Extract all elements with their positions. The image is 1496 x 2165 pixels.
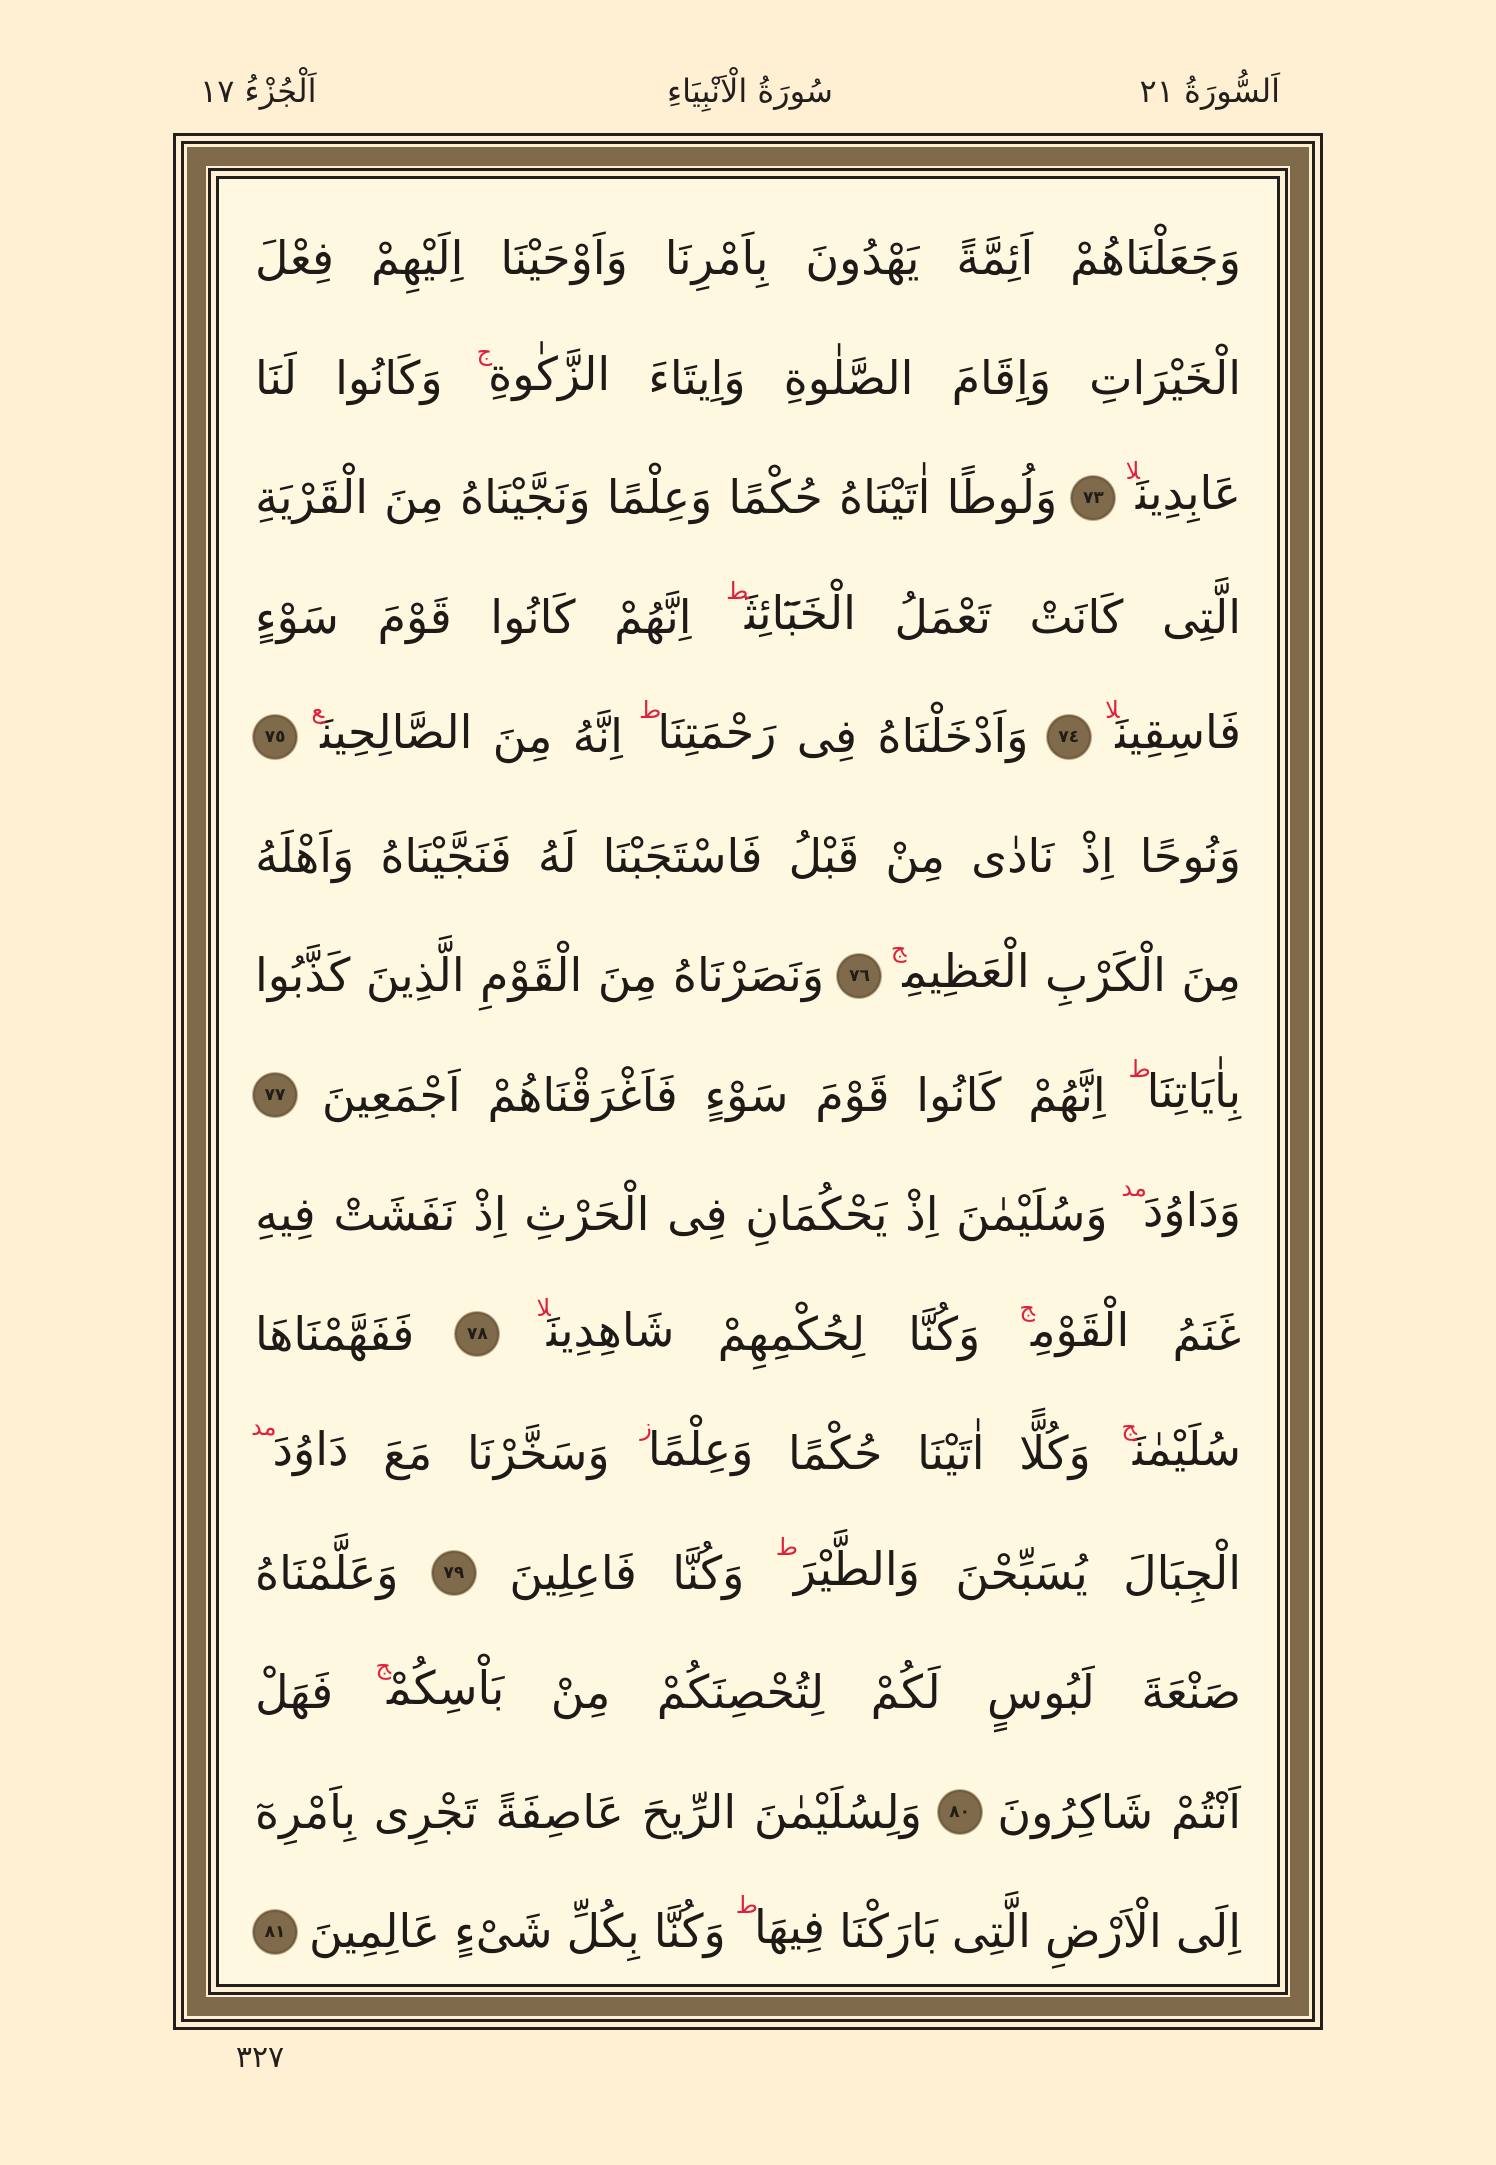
verse-word: وَعِلْمًا$^ز$ [640,1413,754,1476]
verse-word: اَنْتُمْ [1170,1784,1241,1839]
verse-word: الرِّيحَ [641,1784,737,1839]
verse-word: وَاِقَامَ [951,350,1052,405]
verse-word: وَكُلًّا [1019,1426,1091,1480]
waqf-stop-mark: ج [375,1652,391,1680]
verse-word: الزَّكٰوةِ$^ج$ [476,337,611,401]
verse-word: وَعِلْمًا [606,470,713,524]
quran-text-panel [219,179,1277,1984]
verse-line [255,916,1241,1036]
verse-word: يَحْكُمَانِ [745,1187,888,1241]
verse-line [255,1275,1241,1395]
verse-word: فِعْلَ [255,231,335,285]
verse-word: مَعَ [383,1426,433,1480]
ayah-number-marker: ٧٦ [839,956,879,996]
ayah-number-marker: ٨٠ [940,1792,980,1832]
verse-word: يُسَبِّحْنَ [955,1545,1088,1600]
verse-word: مِنْ [885,828,945,883]
surah-name-title: سُورَةُ الْاَنْبِيَاءِ [667,72,833,110]
verse-word: فَاعِلِينَ [509,1545,637,1600]
juz-label: اَلْجُزْءُ ١٧ [200,72,317,110]
verse-word: فِى [667,1187,728,1241]
verse-word: وَكُنَّا [653,1904,726,1958]
verse-word: الصَّلٰوةِ [783,350,914,405]
verse-line [255,438,1241,558]
verse-word: اِذْ [1080,828,1114,883]
ayah-number-marker: ٧٥ [255,717,295,757]
ayah-number-marker: ٧٧ [255,1075,295,1115]
verse-word: الْجِبَالَ [1123,1545,1241,1600]
verse-word: اِلَيْهِمْ [370,231,464,285]
waqf-stop-mark: مد [1121,1174,1147,1202]
verse-word: تَجْرِى [373,1784,478,1839]
verse-word: فَفَهَّمْنَاهَا [255,1306,415,1361]
verse-line [255,199,1241,319]
verse-word: اِذْ [473,1187,507,1241]
verse-word: فَاسِقِينَ$^{لا}$ [1105,696,1241,759]
verse-word: لَكُمْ [870,1665,941,1719]
verse-word: فَنَجَّيْنَاهُ [380,828,512,883]
verse-word: شَاهِدِينَ$^{لا}$ [536,1293,675,1357]
verse-word: عَاصِفَةً [495,1784,624,1839]
verse-word: فِى [796,709,858,763]
verse-word: الَّتِى [951,1904,1031,1958]
verse-word: مِنَ [384,470,444,524]
verse-word: وَنَجَّيْنَاهُ [459,470,591,524]
verse-line [255,1633,1241,1753]
verse-word: الْقَوْمِ [480,948,583,1002]
verse-word: مِنْ [550,1665,611,1719]
verse-word: اِذْ [905,1187,939,1241]
verse-word: كَانَتْ [1029,589,1124,644]
verse-word: وَكُنَّا [672,1545,745,1600]
waqf-stop-mark: ط [639,696,662,724]
verse-word: كَانُوا [490,589,576,644]
verse-line [251,1394,1241,1514]
verse-word: قَبْلُ [788,828,860,883]
verse-word: وَاَهْلَهُ [255,828,355,883]
verse-word: بِاٰيَاتِنَا$^ط$ [1128,1054,1241,1118]
ayah-number-marker: ٧٨ [457,1314,497,1354]
verse-line [255,1036,1241,1156]
page-number: ٣٢٧ [235,2040,285,2075]
verse-word: اِنَّهُمْ [614,589,692,644]
verse-word: حُكْمًا [728,470,823,524]
verse-word: عَابِدِينَ$^{لا}$ [1125,457,1241,520]
verse-word: دَاوُدَ$^{مد}$ [251,1413,349,1476]
verse-word: رَحْمَتِنَا$^ط$ [639,696,777,759]
waqf-stop-mark: لا [1125,457,1140,485]
verse-word: غَنَمُ [1172,1306,1241,1361]
verse-word: مِنَ [1181,948,1241,1002]
verse-word: الْقَرْيَةِ [255,470,369,524]
verse-word: يَهْدُونَ [805,231,920,285]
verse-word: وَاَوْحَيْنَا [500,231,628,285]
verse-word: بَاْسِكُمْ$^ج$ [375,1652,505,1715]
verse-line [255,558,1241,678]
verse-word: وَجَعَلْنَاهُمْ [1070,231,1241,285]
verse-word: اِنَّهُ [572,709,623,763]
waqf-stop-mark: ز [640,1413,652,1441]
verse-word: فَهَلْ [255,1665,334,1719]
verse-word: قَوْمَ [815,1067,890,1122]
verse-word: اٰتَيْنَا [917,1426,985,1480]
verse-word: وَسُلَيْمٰنَ [956,1187,1108,1241]
verse-word: الْقَوْمِ$^ج$ [1019,1293,1130,1357]
waqf-stop-mark: لا [536,1293,551,1322]
verse-word: اٰتَيْنَاهُ [839,470,931,524]
verse-line [255,1872,1241,1992]
waqf-stop-mark: ج [890,935,907,963]
verse-word: الْعَظِيمِ$^ج$ [890,935,1030,998]
surah-number-label: اَلسُّورَةُ ٢١ [1139,72,1280,110]
verse-word: الصَّالِحِينَ$^ع$ [311,696,473,759]
ayah-number-marker: ٧٩ [434,1553,474,1593]
waqf-stop-mark: لا [1105,696,1120,724]
waqf-stop-mark: ج [1019,1293,1035,1322]
verse-word: شَاكِرُونَ [997,1784,1154,1839]
verse-line [255,1514,1241,1634]
verse-word: وَلِسُلَيْمٰنَ [753,1784,922,1839]
verse-word: لَبُوسٍ [987,1665,1095,1719]
verse-word: الْكَرْبِ [1045,948,1166,1002]
ayah-number-marker: ٨١ [255,1912,295,1952]
verse-word: نَفَشَتْ [333,1187,456,1241]
verse-word: الْخَيْرَاتِ [1089,350,1241,405]
verse-word: شَىْءٍ [454,1904,553,1958]
ayah-number-marker: ٧٣ [1073,478,1113,518]
verse-word: صَنْعَةَ [1141,1665,1241,1719]
verse-word: لَنَا [255,350,297,405]
verse-word: بِاَمْرِهٓ [255,1784,356,1839]
verse-word: وَنَصَرْنَاهُ [672,948,825,1002]
verse-word: كَذَّبُوا [255,948,351,1002]
waqf-stop-mark: ط [775,1532,798,1561]
verse-word: وَاَدْخَلْنَاهُ [877,709,1029,763]
verse-word: فِيهِ [255,1187,316,1241]
verse-word: عَالِمِينَ [309,1904,441,1958]
verse-word: اِنَّهُمْ [1028,1067,1106,1122]
verse-word: الَّذِينَ [365,948,465,1002]
verse-word: سَوْءٍ [704,1067,789,1122]
ayah-number-marker: ٧٤ [1049,717,1089,757]
verse-word: اِلَى [1175,1904,1241,1958]
verse-word: الْاَرْضِ [1044,1904,1162,1958]
verse-word: مِنَ [597,948,658,1002]
verse-line [255,1753,1241,1873]
verse-word: بَارَكْنَا [839,1904,938,1958]
waqf-stop-mark: ج [1121,1413,1137,1441]
verse-word: وَسَخَّرْنَا [466,1426,610,1480]
verse-word: وَنُوحًا [1139,828,1241,883]
verse-word: الْحَرْثِ [524,1187,650,1241]
verse-word: وَلُوطًا [946,470,1058,524]
verse-word: لَهُ [537,828,577,883]
verse-word: فِيهَا$^ط$ [735,1891,826,1954]
verse-word: حُكْمًا [788,1426,883,1480]
verse-word: مِنَ [492,709,553,763]
verse-word: وَاِيتَاءَ [648,350,746,405]
verse-word: فَاسْتَجَبْنَا [602,828,763,883]
verse-word: نَادٰى [971,828,1055,883]
verse-word: الَّتِى [1161,589,1241,644]
verse-word: قَوْمَ [377,589,452,644]
verse-word: لِتُحْصِنَكُمْ [656,1665,825,1719]
verse-word: بِكُلِّ [566,1904,640,1958]
verse-word: كَانُوا [916,1067,1002,1122]
verse-word: تَعْمَلُ [894,589,991,644]
verse-line [255,677,1241,797]
waqf-stop-mark: ج [476,337,493,366]
verse-word: وَدَاوُدَ$^{مد}$ [1121,1174,1241,1237]
waqf-stop-mark: ع [311,696,325,724]
verse-word: فَاَغْرَقْنَاهُمْ [487,1067,678,1122]
verse-line [255,319,1241,439]
waqf-stop-mark: ط [726,576,749,605]
waqf-stop-mark: مد [251,1413,277,1441]
verse-word: بِاَمْرِنَا [664,231,769,285]
verse-word: وَعَلَّمْنَاهُ [255,1545,399,1600]
verse-word: وَالطَّيْرَ$^ط$ [775,1532,920,1596]
verse-word: وَكَانُوا [335,350,443,405]
verse-word: سَوْءٍ [255,589,339,644]
verse-word: لِحُكْمِهِمْ [717,1306,866,1361]
verse-line [255,797,1241,917]
waqf-stop-mark: ط [735,1891,758,1919]
verse-line [255,1155,1241,1275]
waqf-stop-mark: ط [1128,1054,1151,1083]
verse-word: اَجْمَعِينَ [321,1067,461,1122]
verse-word: سُلَيْمٰنَ$^ج$ [1121,1413,1241,1476]
verse-word: اَئِمَّةً [956,231,1034,285]
verse-word: الْخَبَٓائِثَ$^ط$ [726,576,856,640]
verse-word: وَكُنَّا [908,1306,981,1361]
